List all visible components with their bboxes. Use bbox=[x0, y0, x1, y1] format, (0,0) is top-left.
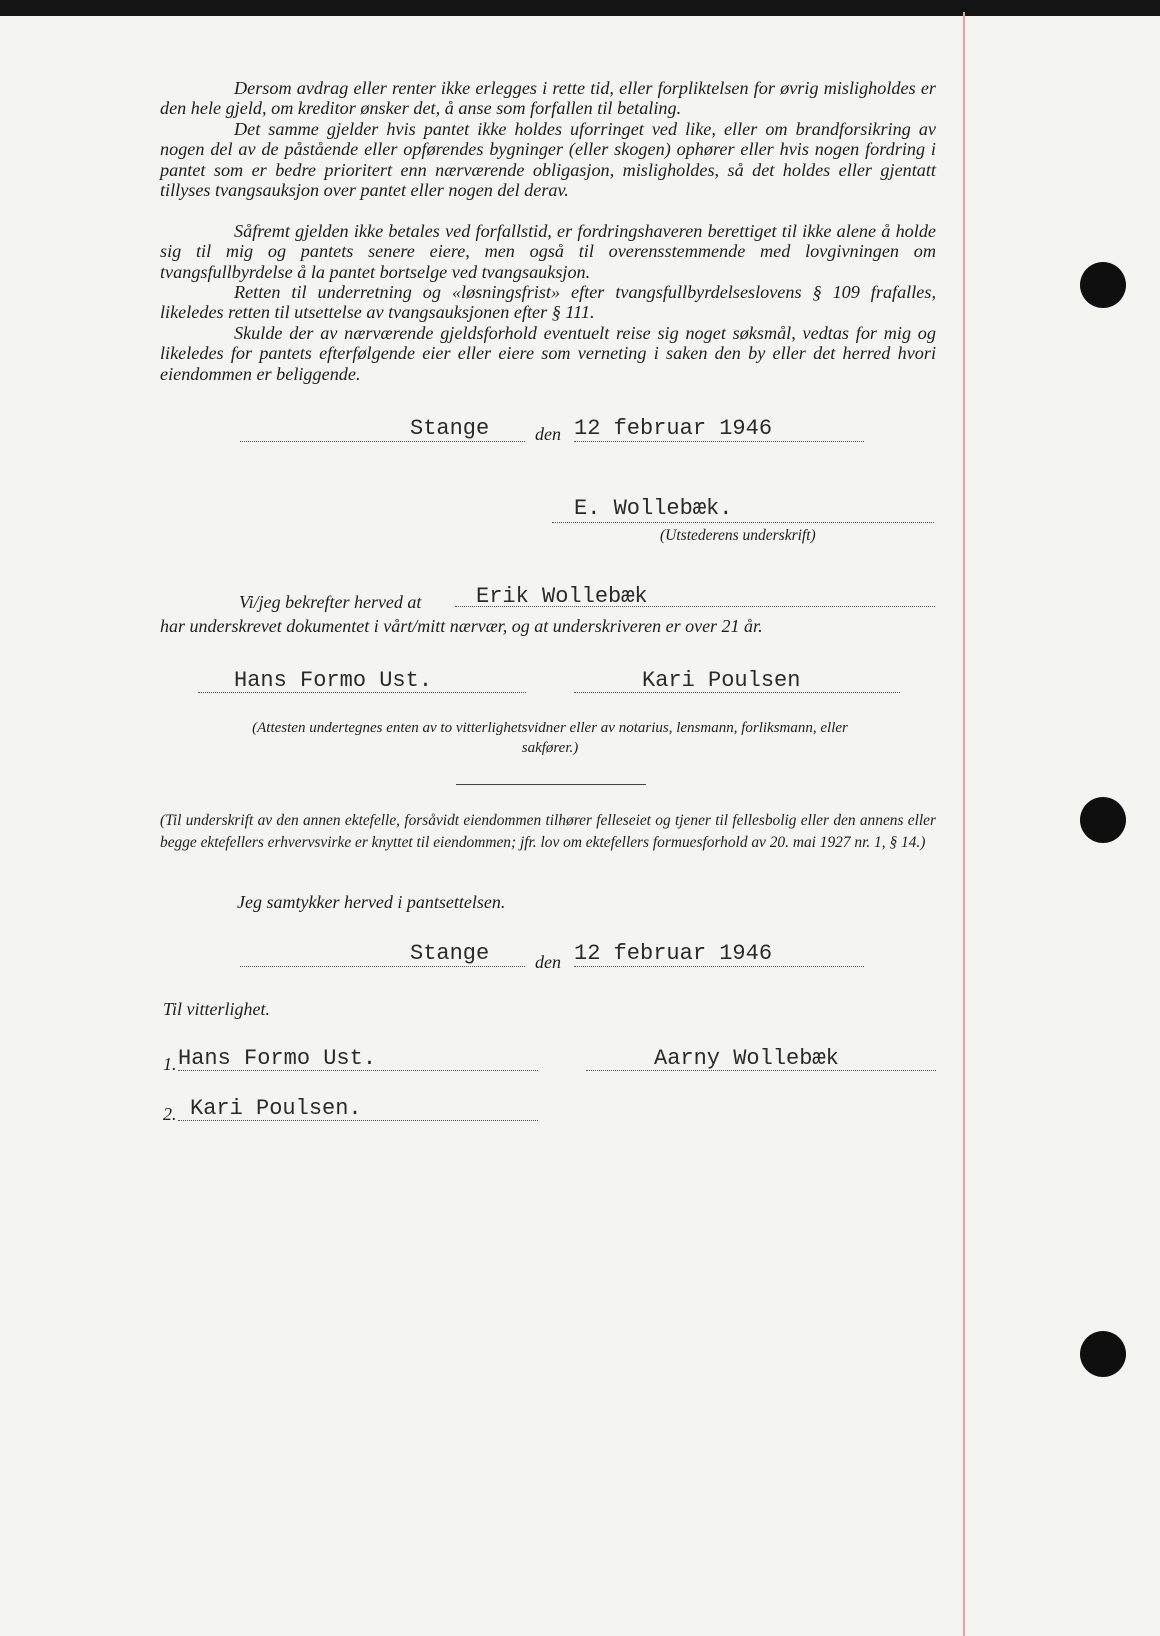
vitterlighet-line-1 bbox=[178, 1070, 538, 1071]
confirm-name-line bbox=[455, 606, 935, 607]
scan-top-edge bbox=[0, 0, 1160, 16]
place-1-line bbox=[240, 441, 525, 442]
confirm-rest: har underskrevet dokumentet i vårt/mitt nærvær, og at underskriveren er over 21 år. bbox=[160, 616, 763, 636]
place-2-line bbox=[240, 966, 525, 967]
spouse-separator bbox=[456, 784, 646, 785]
spouse-note: (Til underskrift av den annen ektefelle, forsåvidt eiendommen tilhører felleseiet og tjener til fellesbolig eller den annens eller begge ektefellers erhvervsvirke er knyttet til eiendommen; jfr. lov om ektefellers formuesforhold av 20. mai 1927 nr. 1, § 14.) bbox=[160, 812, 936, 851]
witness-signature-2: Kari Poulsen bbox=[642, 668, 801, 693]
vitterlighet-witness-1: Hans Formo Ust. bbox=[178, 1046, 377, 1071]
den-label-1: den bbox=[535, 424, 561, 444]
issuer-signature-line bbox=[552, 522, 934, 523]
place-1: Stange bbox=[410, 416, 490, 441]
terms-paragraph-2: Det samme gjelder hvis pantet ikke holdes uforringet ved like, eller om brandforsikring av nogen del av de påstående eller opførendes bygninger (eller skogen) ophører eller hvis nogen fordring i pantet som er bedre prioritert enn nærværende obligasjon, misligholdes, så det holdes eller gjentatt tillyses tvangsauksjon over pantet eller nogen del derav. bbox=[160, 119, 936, 201]
den-label-2: den bbox=[535, 952, 561, 972]
vitterlighet-label: Til vitterlighet. bbox=[163, 999, 270, 1019]
punch-hole bbox=[1080, 262, 1126, 308]
issuer-caption: (Utstederens underskrift) bbox=[660, 527, 816, 544]
date-1-line bbox=[574, 441, 864, 442]
vitterlighet-witness-2: Kari Poulsen. bbox=[190, 1096, 362, 1121]
attest-note: (Attesten undertegnes enten av to vitterlighetsvidner eller av notarius, lensmann, forliksmann, eller sakfører.) bbox=[252, 720, 848, 756]
witness-line-1 bbox=[198, 692, 526, 693]
witness-number-1: 1. bbox=[163, 1054, 177, 1074]
margin-line bbox=[963, 12, 965, 1636]
consent-text: Jeg samtykker herved i pantsettelsen. bbox=[237, 892, 506, 912]
date-2-line bbox=[574, 966, 864, 967]
terms-paragraph-1: Dersom avdrag eller renter ikke erlegges i rette tid, eller forpliktelsen for øvrig misligholdes er den hele gjeld, om kreditor ønsker det, å anse som forfallen til betaling. bbox=[160, 78, 936, 119]
vitterlighet-line-2 bbox=[178, 1120, 538, 1121]
terms-paragraph-5: Skulde der av nærværende gjeldsforhold eventuelt reise sig noget søksmål, vedtas for mig og likeledes for pantets efterfølgende eier eller eiere som verneting i saken den by eller det herred hvori eiendommen er beliggende. bbox=[160, 323, 936, 384]
witness-line-2 bbox=[574, 692, 900, 693]
witness-number-2: 2. bbox=[163, 1104, 177, 1124]
terms-paragraph-4: Retten til underretning og «løsningsfrist» efter tvangsfullbyrdelseslovens § 109 frafalles, likeledes retten til utsettelse av tvangsauksjonen efter § 111. bbox=[160, 282, 936, 323]
confirm-prefix: Vi/jeg bekrefter herved at bbox=[239, 592, 422, 612]
punch-hole bbox=[1080, 1331, 1126, 1377]
place-2: Stange bbox=[410, 941, 490, 966]
date-2: 12 februar 1946 bbox=[574, 941, 773, 966]
issuer-signature: E. Wollebæk. bbox=[574, 496, 733, 521]
spouse-signature: Aarny Wollebæk bbox=[654, 1046, 839, 1071]
confirm-name: Erik Wollebæk bbox=[476, 584, 648, 609]
punch-hole bbox=[1080, 797, 1126, 843]
witness-signature-1: Hans Formo Ust. bbox=[234, 668, 433, 693]
terms-paragraph-3: Såfremt gjelden ikke betales ved forfallstid, er fordringshaveren berettiget til ikke alene å holde sig til mig og pantets senere eiere, men også til overensstemmende med lovgivningen om tvangsfullbyrdelse å la pantet bortselge ved tvangsauksjon. bbox=[160, 221, 936, 282]
spouse-signature-line bbox=[586, 1070, 936, 1071]
date-1: 12 februar 1946 bbox=[574, 416, 773, 441]
